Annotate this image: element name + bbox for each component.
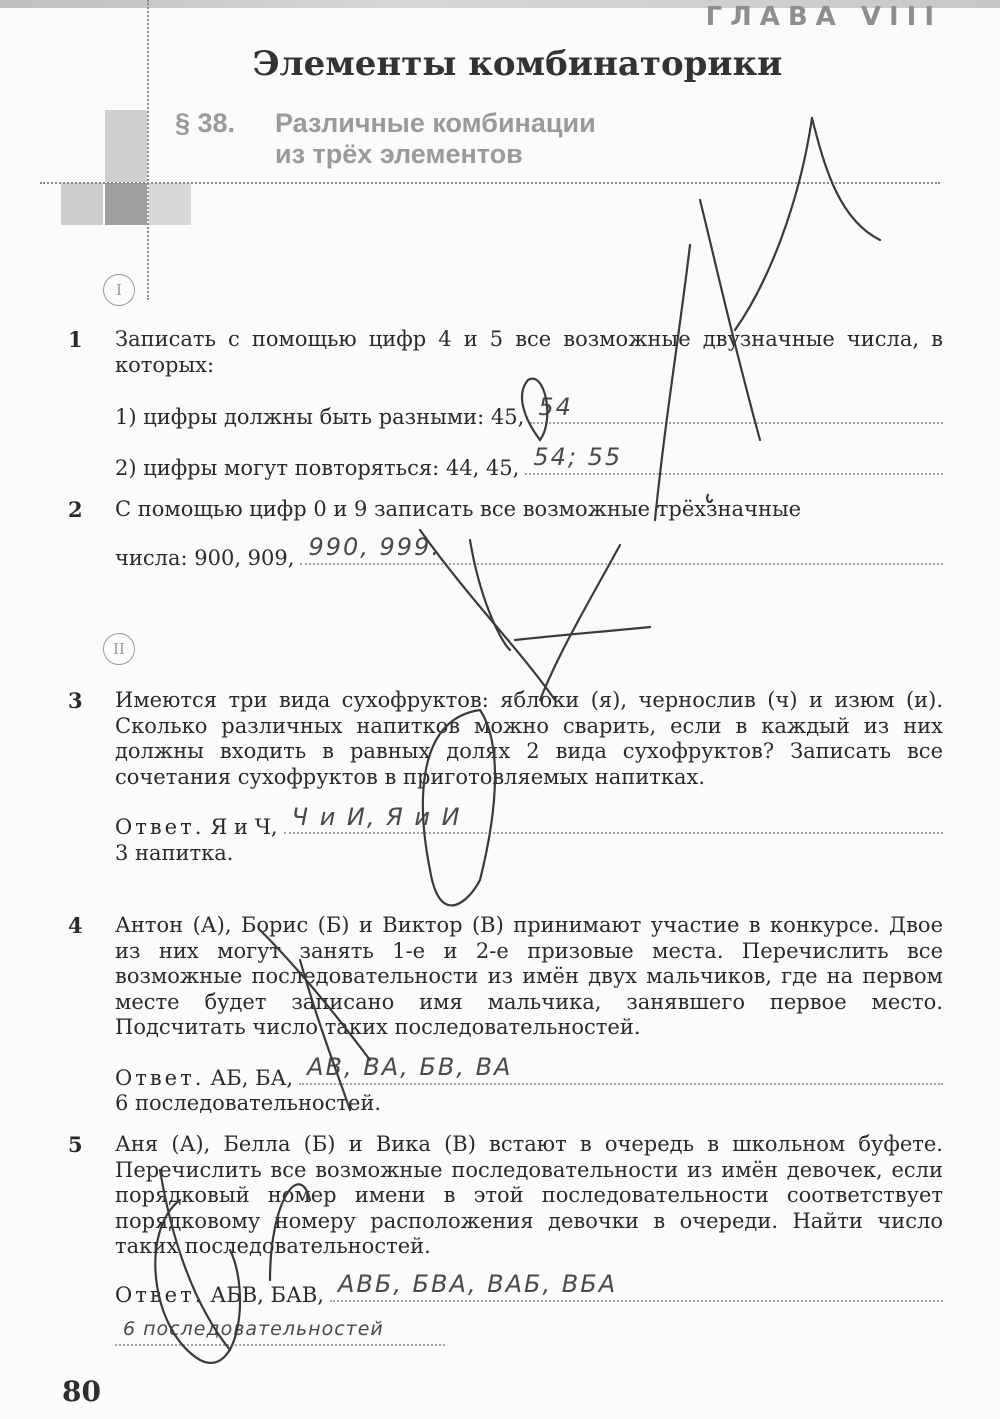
answer-prefix: АБВ, БАВ, [210, 1282, 324, 1307]
handwritten-answer: АВ, ВА, БВ, ВА [307, 1053, 513, 1081]
answer-prefix: АБ, БА, [210, 1065, 294, 1090]
answer-line [115, 802, 943, 841]
answer-prefix: 2) цифры могут повторяться: 44, 45, [115, 455, 520, 480]
handwritten-answer: Ч и И, Я и И [291, 802, 462, 831]
task-5 [68, 1132, 943, 1346]
chapter-label: ГЛАВА VIII [705, 2, 942, 32]
handwritten-answer: 990, 999. [308, 533, 441, 561]
handwritten-answer: 54 [538, 392, 573, 421]
task-number: 4 [68, 913, 83, 938]
section-title-line1: Различные комбинации [275, 108, 596, 138]
answer-input[interactable] [300, 533, 943, 565]
answer-input[interactable] [284, 802, 943, 834]
task-text: С помощью цифр 0 и 9 записать все возможные трёхзначные [115, 497, 802, 521]
section-heading [175, 108, 596, 170]
task-number: 5 [68, 1132, 83, 1157]
answer-input[interactable] [115, 1317, 445, 1346]
answer-label: Ответ. [115, 1282, 205, 1307]
answer-input[interactable] [530, 392, 943, 424]
handwritten-answer: 54; 55 [533, 443, 623, 471]
answer-suffix: 3 напитка. [115, 840, 234, 865]
page-number: 80 [62, 1375, 101, 1408]
task-1 [68, 327, 943, 481]
answer-label: Ответ. [115, 815, 205, 839]
decorative-horizontal-line [40, 182, 940, 184]
handwritten-answer: 6 последовательностей [123, 1317, 384, 1340]
answer-suffix: 6 последовательностей. [115, 1091, 382, 1115]
task-3 [68, 688, 943, 866]
decorative-square [105, 183, 147, 225]
answer-line-2 [115, 1317, 445, 1346]
section-title-line2: из трёх элементов [275, 139, 523, 169]
decorative-square [149, 183, 191, 225]
answer-line [115, 443, 943, 482]
task-number: 2 [68, 497, 83, 522]
task-number: 1 [68, 327, 83, 352]
level-marker-1: I [103, 274, 135, 306]
answer-input[interactable] [330, 1270, 943, 1302]
answer-prefix: 1) цифры должны быть разными: 45, [115, 405, 525, 429]
answer-line [115, 1270, 943, 1309]
task-number: 3 [68, 688, 83, 713]
task-text: Аня (А), Белла (Б) и Вика (В) встают в очередь в школьном буфете. Перечислить все возможные последовательности из имён девочек, если порядковый номер имени в этой последовательности соответствует порядковому номеру расположения девочки в очереди. Найти число таких последовательностей. [115, 1132, 943, 1258]
answer-line [115, 392, 943, 431]
answer-prefix: Я и Ч, [210, 815, 278, 839]
decorative-square [61, 183, 103, 225]
answer-line [115, 1053, 943, 1092]
task-text: Записать с помощью цифр 4 и 5 все возможные двузначные числа, в которых: [115, 327, 943, 377]
answer-line [115, 533, 943, 572]
decorative-square [105, 110, 147, 182]
answer-input[interactable] [299, 1053, 943, 1085]
task-2 [68, 497, 943, 571]
section-number: § 38. [175, 108, 236, 138]
answer-input[interactable] [525, 443, 943, 475]
task-text: Имеются три вида сухофруктов: яблоки (я), чернослив (ч) и изюм (и). Сколько различных напитков можно сварить, если в каждый из них должны входить в равных долях 2 вида сухофруктов? Записать все сочетания сухофруктов в приготовляемых напитках. [115, 688, 943, 789]
level-marker-2: II [103, 633, 135, 665]
task-4 [68, 913, 943, 1117]
page-title: Элементы комбинаторики [252, 44, 783, 84]
answer-prefix: числа: 900, 909, [115, 545, 295, 570]
task-text: Антон (А), Борис (Б) и Виктор (В) принимают участие в конкурсе. Двое из них могут занять 1-е и 2-е призовые места. Перечислить все возможные последовательности из имён двух мальчиков, где на первом месте будет записано имя мальчика, занявшего первое место. Подсчитать число таких последовательностей. [115, 913, 943, 1039]
answer-label: Ответ. [115, 1065, 205, 1090]
handwritten-answer: АВБ, БВА, ВАБ, ВБА [337, 1270, 618, 1298]
